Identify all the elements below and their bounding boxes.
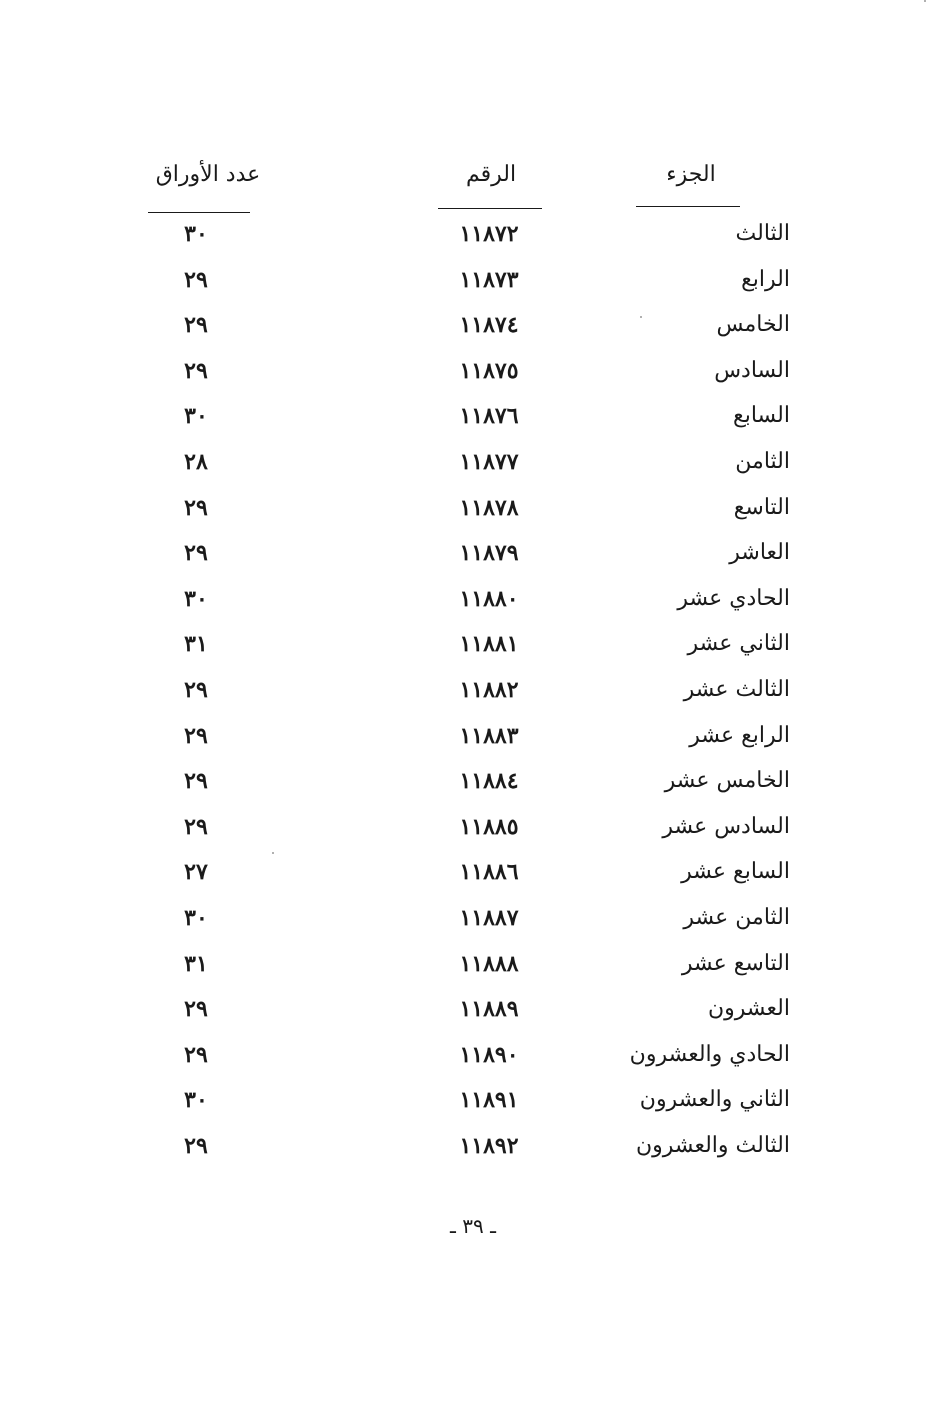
cell-part: الرابع عشر [689,722,790,748]
cell-part: الحادي والعشرون [629,1041,790,1067]
cell-number: ١١٨٧٨ [459,494,519,521]
table-row [0,214,926,254]
cell-leaves: ٣١ [184,950,208,977]
cell-part: التاسع [733,494,790,520]
cell-part: الثاني عشر [687,631,790,657]
cell-leaves: ٣٠ [184,905,208,931]
cell-leaves: ٣٠ [184,585,208,612]
cell-leaves: ٢٩ [184,768,208,795]
cell-number: ١١٨٨٦ [459,859,519,886]
cell-number: ١١٨٨٣ [459,722,519,749]
header-number-underline [438,208,542,209]
table-row [0,944,926,984]
cell-number: ١١٨٨٩ [459,996,519,1023]
table-row [0,442,926,482]
cell-part: الثالث عشر [683,677,790,702]
cell-part: الحادي عشر [677,585,790,611]
cell-leaves: ٣٠ [184,221,208,247]
cell-number: ١١٨٧٣ [459,266,519,293]
cell-part: الخامس [716,312,790,338]
page-number: ـ ٣٩ ـ [450,1214,496,1238]
cell-leaves: ٢٩ [184,1041,208,1068]
header-leaves: عدد الأوراق [155,162,261,187]
cell-number: ١١٨٨٨ [459,950,519,977]
cell-leaves: ٢٧ [184,859,208,886]
table-row [0,807,926,847]
cell-leaves: ٢٩ [184,813,208,840]
cell-part: الثالث والعشرون [635,1133,790,1158]
cell-part: الثامن [735,449,790,474]
table-row [0,898,926,938]
cell-number: ١١٨٨٧ [459,905,519,931]
cell-part: السابع عشر [681,859,790,885]
table-row [0,624,926,664]
cell-leaves: ٢٩ [184,312,208,339]
table-row [0,305,926,345]
cell-leaves: ٢٩ [184,677,208,703]
cell-part: الثامن عشر [683,905,790,930]
cell-number: ١١٨٧٢ [459,221,519,247]
header-part-underline [636,206,740,207]
cell-leaves: ٣٠ [184,403,208,430]
table-row [0,716,926,756]
table-row [0,989,926,1029]
cell-number: ١١٨٧٥ [459,357,519,384]
cell-number: ١١٨٧٧ [459,449,519,475]
scan-speck [640,316,642,318]
cell-leaves: ٢٩ [184,357,208,384]
table-row [0,1126,926,1166]
table-row [0,1080,926,1120]
cell-number: ١١٨٨٠ [459,585,519,612]
cell-part: الخامس عشر [664,768,790,794]
cell-part: الثاني والعشرون [639,1087,790,1113]
cell-part: العشرون [708,996,790,1022]
header-leaves-underline [148,212,250,213]
cell-number: ١١٨٩٢ [459,1133,519,1159]
cell-number: ١١٨٨٤ [459,768,519,795]
cell-part: الثالث [735,221,790,246]
header-part: الجزء [666,162,716,187]
cell-part: التاسع عشر [681,950,790,976]
table-row [0,488,926,528]
table-row [0,533,926,573]
scan-speck [272,852,274,854]
table-row [0,852,926,892]
cell-leaves: ٢٩ [184,540,208,567]
table-row [0,579,926,619]
cell-number: ١١٨٨٢ [459,677,519,703]
cell-leaves: ٢٩ [184,1133,208,1159]
table-row [0,396,926,436]
cell-leaves: ٢٩ [184,494,208,521]
table-row [0,761,926,801]
cell-part: السادس [714,357,790,383]
cell-number: ١١٨٧٦ [459,403,519,430]
cell-number: ١١٨٨٥ [459,813,519,840]
table-row [0,260,926,300]
cell-leaves: ٢٩ [184,996,208,1023]
table-row [0,351,926,391]
cell-number: ١١٨٧٩ [459,540,519,567]
cell-leaves: ٣٠ [184,1087,208,1114]
cell-part: السادس عشر [662,813,790,839]
cell-part: السابع [733,403,790,429]
cell-number: ١١٨٩١ [459,1087,519,1114]
cell-part: الرابع [741,266,790,292]
header-number: الرقم [465,162,517,187]
cell-number: ١١٨٧٤ [459,312,519,339]
cell-leaves: ٢٩ [184,266,208,293]
cell-number: ١١٨٨١ [459,631,519,658]
table-row [0,1035,926,1075]
cell-leaves: ٢٨ [184,449,208,475]
cell-part: العاشر [729,540,790,566]
cell-number: ١١٨٩٠ [459,1041,519,1068]
table-row [0,670,926,710]
cell-leaves: ٢٩ [184,722,208,749]
cell-leaves: ٣١ [184,631,208,658]
